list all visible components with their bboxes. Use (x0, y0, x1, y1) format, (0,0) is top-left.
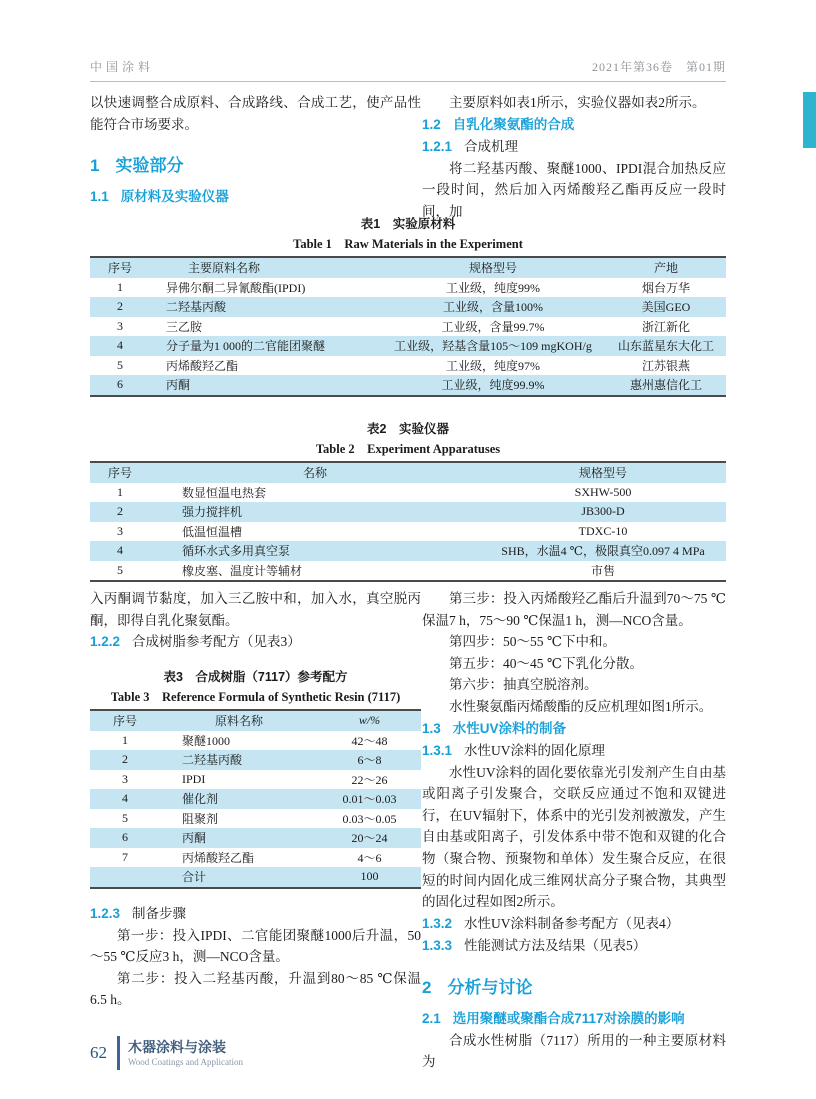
table-cell: 42～48 (351, 733, 388, 748)
table-cell: 4 (117, 338, 123, 353)
issue-info: 2021年第36卷 第01期 (591, 60, 726, 74)
paragraph: 水性聚氨酯丙烯酸酯的反应机理如图1所示。 (449, 698, 713, 714)
table-cell: 循环水式多用真空泵 (182, 544, 291, 559)
step-paragraph: 第四步：50～55 ℃下中和。 (449, 634, 616, 650)
table-cell: 4 (117, 543, 123, 558)
table-cell: 4～6 (357, 850, 382, 865)
table-cell: 0.01～0.03 (342, 792, 397, 807)
table2 (90, 461, 726, 582)
section-title: 性能测试方法及结果（见表5） (464, 937, 647, 953)
paragraph: 将二羟基丙酸、聚醚1000、IPDI混合加热反应一段时间，然后加入丙烯酸羟乙酯再反应一段时间，加 (422, 160, 726, 219)
table-cell: 工业级，纯度99% (446, 280, 540, 295)
table3-block (90, 667, 421, 889)
step-paragraph: 第一步：投入IPDI、二官能团聚醚1000后升温，50～55 ℃反应3 h，测—NCO含量。 (90, 927, 421, 965)
table-cell: TDXC-10 (578, 523, 628, 538)
right-column-bottom (422, 588, 726, 1073)
section-heading-1-3-2 (422, 913, 726, 935)
table-cell: 三乙胺 (166, 319, 203, 334)
section-title: 水性UV涂料的固化原理 (464, 742, 606, 758)
table-cell: 数显恒温电热套 (182, 485, 267, 500)
table-cell: 2 (122, 752, 128, 767)
section-title: 自乳化聚氨酯的合成 (452, 116, 575, 132)
table-cell: 工业级，羟基含量105～109 mgKOH/g (394, 339, 592, 354)
table-cell: 惠州惠信化工 (629, 378, 702, 393)
table-cell: 6 (117, 377, 123, 392)
table-cell: 强力搅拌机 (182, 505, 243, 520)
table-cell: 6～8 (357, 753, 382, 768)
step-paragraph: 第五步：40～45 ℃下乳化分散。 (449, 655, 643, 671)
section-number: 2 (422, 977, 432, 997)
column-header: 规格型号 (468, 261, 517, 276)
section-title: 选用聚醚或聚酯合成7117对涂膜的影响 (452, 1010, 685, 1026)
table-row (90, 297, 726, 317)
table-row (90, 867, 421, 888)
table-cell: 聚醚1000 (182, 733, 231, 748)
section-number: 1.3.1 (422, 742, 453, 758)
table-cell: SXHW-500 (574, 484, 632, 499)
table-cell: 分子量为1 000的二官能团聚醚 (166, 339, 326, 354)
section-heading-1-2 (422, 114, 726, 136)
column-header: 序号 (112, 714, 137, 729)
table1 (90, 256, 726, 397)
table1-caption-zh: 表1 实验原材料 (360, 217, 456, 231)
table-row (90, 789, 421, 809)
table-cell: 美国GEO (641, 300, 691, 315)
paragraph: 主要原料如表1所示，实验仪器如表2所示。 (449, 95, 706, 110)
table-row (90, 848, 421, 868)
intro-paragraph: 以快速调整合成原料、合成路线、合成工艺，使产品性能符合市场要求。 (90, 95, 421, 132)
section-number: 1.2 (422, 116, 441, 132)
table-cell: 3 (122, 771, 128, 786)
section-number: 1.3.2 (422, 915, 453, 931)
table-cell: 2 (117, 299, 123, 314)
table-cell: 低温恒温槽 (182, 524, 243, 539)
table-cell: 丙酮 (166, 378, 191, 393)
table-cell: 4 (122, 791, 128, 806)
table-row (90, 278, 726, 298)
table-cell: 工业级，纯度97% (446, 358, 540, 373)
section-number: 1.3 (422, 720, 441, 736)
table-cell: 1 (117, 279, 123, 294)
table-cell: 22～26 (351, 772, 388, 787)
section-title: 合成机理 (464, 138, 519, 154)
table1-block (90, 214, 726, 397)
section-title: 原材料及实验仪器 (120, 189, 229, 205)
table-row (90, 541, 726, 561)
table-cell: SHB，水温4 ℃，极限真空0.097 4 MPa (501, 544, 705, 559)
journal-name: 中国涂料 (90, 60, 155, 74)
table-cell: 7 (122, 849, 128, 864)
table-cell (90, 867, 160, 888)
table-cell: 市售 (590, 563, 615, 578)
table-cell: IPDI (182, 771, 206, 786)
column-header: 序号 (107, 466, 132, 481)
table2-caption-zh: 表2 实验仪器 (367, 422, 449, 436)
table-cell: 二羟基丙酸 (166, 300, 227, 315)
table-cell: 丙酮 (182, 831, 207, 846)
footer-section (128, 1039, 243, 1068)
table3-caption-zh: 表3 合成树脂（7117）参考配方 (163, 670, 348, 685)
section-number: 1.2.2 (90, 634, 121, 650)
footer-section-en: Wood Coatings and Application (128, 1056, 244, 1067)
section-heading-1-2-2 (90, 631, 421, 653)
table-row (90, 731, 421, 751)
table-row (90, 336, 726, 356)
section-title: 制备步骤 (132, 905, 187, 921)
section-number: 2.1 (422, 1010, 441, 1026)
table-cell: 催化剂 (182, 792, 219, 807)
table-cell: 6 (122, 830, 128, 845)
section-title: 分析与讨论 (447, 977, 533, 997)
table-cell: 工业级，含量99.7% (441, 319, 545, 334)
section-title: 水性UV涂料的制备 (452, 720, 567, 736)
table-row (90, 522, 726, 542)
table-row (90, 356, 726, 376)
table-row (90, 828, 421, 848)
table-cell: 100 (360, 869, 379, 884)
table-cell: 江苏银燕 (641, 358, 690, 373)
section-title: 水性UV涂料制备参考配方（见表4） (464, 915, 680, 931)
table-cell: 工业级，含量100% (443, 300, 543, 315)
section-heading-1-3-1 (422, 740, 726, 762)
column-header: 序号 (107, 261, 132, 276)
table-row (90, 770, 421, 790)
left-column-top (90, 92, 421, 208)
table2-caption-en: Table 2 Experiment Apparatuses (315, 442, 501, 456)
column-header: 名称 (302, 466, 327, 481)
table-cell: 合计 (182, 870, 207, 885)
section-heading-1-3-3 (422, 935, 726, 957)
footer-divider-bar (117, 1036, 120, 1070)
section-title: 实验部分 (115, 156, 184, 176)
section-heading-1-2-3 (90, 903, 421, 925)
page-header (90, 50, 726, 82)
page-number: 62 (90, 1043, 107, 1062)
table-cell: 烟台万华 (641, 280, 690, 295)
table-cell: 1 (122, 732, 128, 747)
table-cell: 丙烯酸羟乙酯 (166, 358, 239, 373)
step-paragraph: 第三步：投入丙烯酸羟乙酯后升温到70～75 ℃保温7 h，75～90 ℃保温1 h，测—NCO含量。 (422, 591, 726, 628)
table-cell: 2 (117, 504, 123, 519)
section-heading-2 (422, 973, 726, 998)
table-cell: 橡皮塞、温度计等辅材 (182, 563, 303, 578)
page-footer (90, 1036, 243, 1070)
table-cell: 5 (117, 357, 123, 372)
table1-caption-en: Table 1 Raw Materials in the Experiment (293, 237, 523, 251)
section-number: 1.1 (90, 189, 109, 205)
paragraph: 水性UV涂料的固化要依靠光引发剂产生自由基或阳离子引发聚合，交联反应通过不饱和双键进行，在UV辐射下，体系中的光引发剂被激发，产生自由基或阳离子，引发体系中带不饱和双键的化合物（聚合物、预聚物和单体）发生聚合反应，在很短的时间内固化成三维网状高分子聚合物，其典型的固化过程如图2所示。 (422, 764, 726, 910)
section-number: 1.2.3 (90, 905, 121, 921)
column-header: 主要原料名称 (188, 261, 261, 276)
section-number: 1.3.3 (422, 937, 453, 953)
table2-block (90, 419, 726, 582)
table-row (90, 750, 421, 770)
section-heading-1 (90, 151, 421, 176)
table-cell: 5 (117, 562, 123, 577)
table-row (90, 561, 726, 582)
section-heading-1-3 (422, 718, 726, 740)
table-cell: 1 (117, 484, 123, 499)
paragraph: 合成水性树脂（7117）所用的一种主要原材料为 (422, 1032, 726, 1070)
section-number: 1.2.1 (422, 138, 453, 154)
table-header-row (90, 710, 421, 731)
table-cell: 浙江新化 (641, 319, 690, 334)
table-header-row (90, 462, 726, 483)
table-cell: 0.03～0.05 (342, 811, 397, 826)
step-paragraph: 第六步：抽真空脱溶剂。 (449, 677, 598, 693)
table-cell: 工业级，纯度99.9% (441, 378, 545, 393)
table-cell: 丙烯酸羟乙酯 (182, 850, 255, 865)
table-row (90, 317, 726, 337)
issue-edge-tab (803, 92, 816, 148)
table-cell: 5 (122, 810, 128, 825)
table-cell: 阻聚剂 (182, 811, 219, 826)
table-cell: JB300-D (581, 504, 625, 519)
table3-caption-en: Table 3 Reference Formula of Synthetic Resin (7117) (110, 690, 401, 705)
left-column-bottom (90, 588, 421, 1011)
section-number: 1 (90, 156, 100, 176)
table-row (90, 375, 726, 396)
step-paragraph: 第二步：投入二羟基丙酸，升温到80～85 ℃保温6.5 h。 (90, 970, 421, 1008)
column-header: 产地 (653, 261, 678, 276)
section-heading-2-1 (422, 1008, 726, 1030)
paragraph: 入丙酮调节黏度，加入三乙胺中和，加入水，真空脱丙酮，即得自乳化聚氨酯。 (90, 591, 421, 628)
column-header: 原料名称 (214, 714, 263, 729)
table-cell: 二羟基丙酸 (182, 753, 243, 768)
table-row (90, 483, 726, 503)
table-cell: 20～24 (351, 831, 388, 846)
table-header-row (90, 257, 726, 278)
footer-section-zh: 木器涂料与涂装 (128, 1038, 226, 1055)
section-heading-1-2-1 (422, 136, 726, 158)
table-row (90, 809, 421, 829)
right-column-top (422, 92, 726, 222)
table-row (90, 502, 726, 522)
table3 (90, 709, 421, 889)
table-cell: 3 (117, 318, 123, 333)
section-title: 合成树脂参考配方（见表3） (132, 634, 301, 650)
table-cell: 3 (117, 523, 123, 538)
table-cell: 山东蓝星东大化工 (617, 339, 714, 354)
column-header: w/% (358, 713, 381, 728)
column-header: 规格型号 (578, 466, 627, 481)
section-heading-1-1 (90, 186, 421, 208)
table-cell: 异佛尔酮二异氰酸酯(IPDI) (166, 280, 306, 295)
